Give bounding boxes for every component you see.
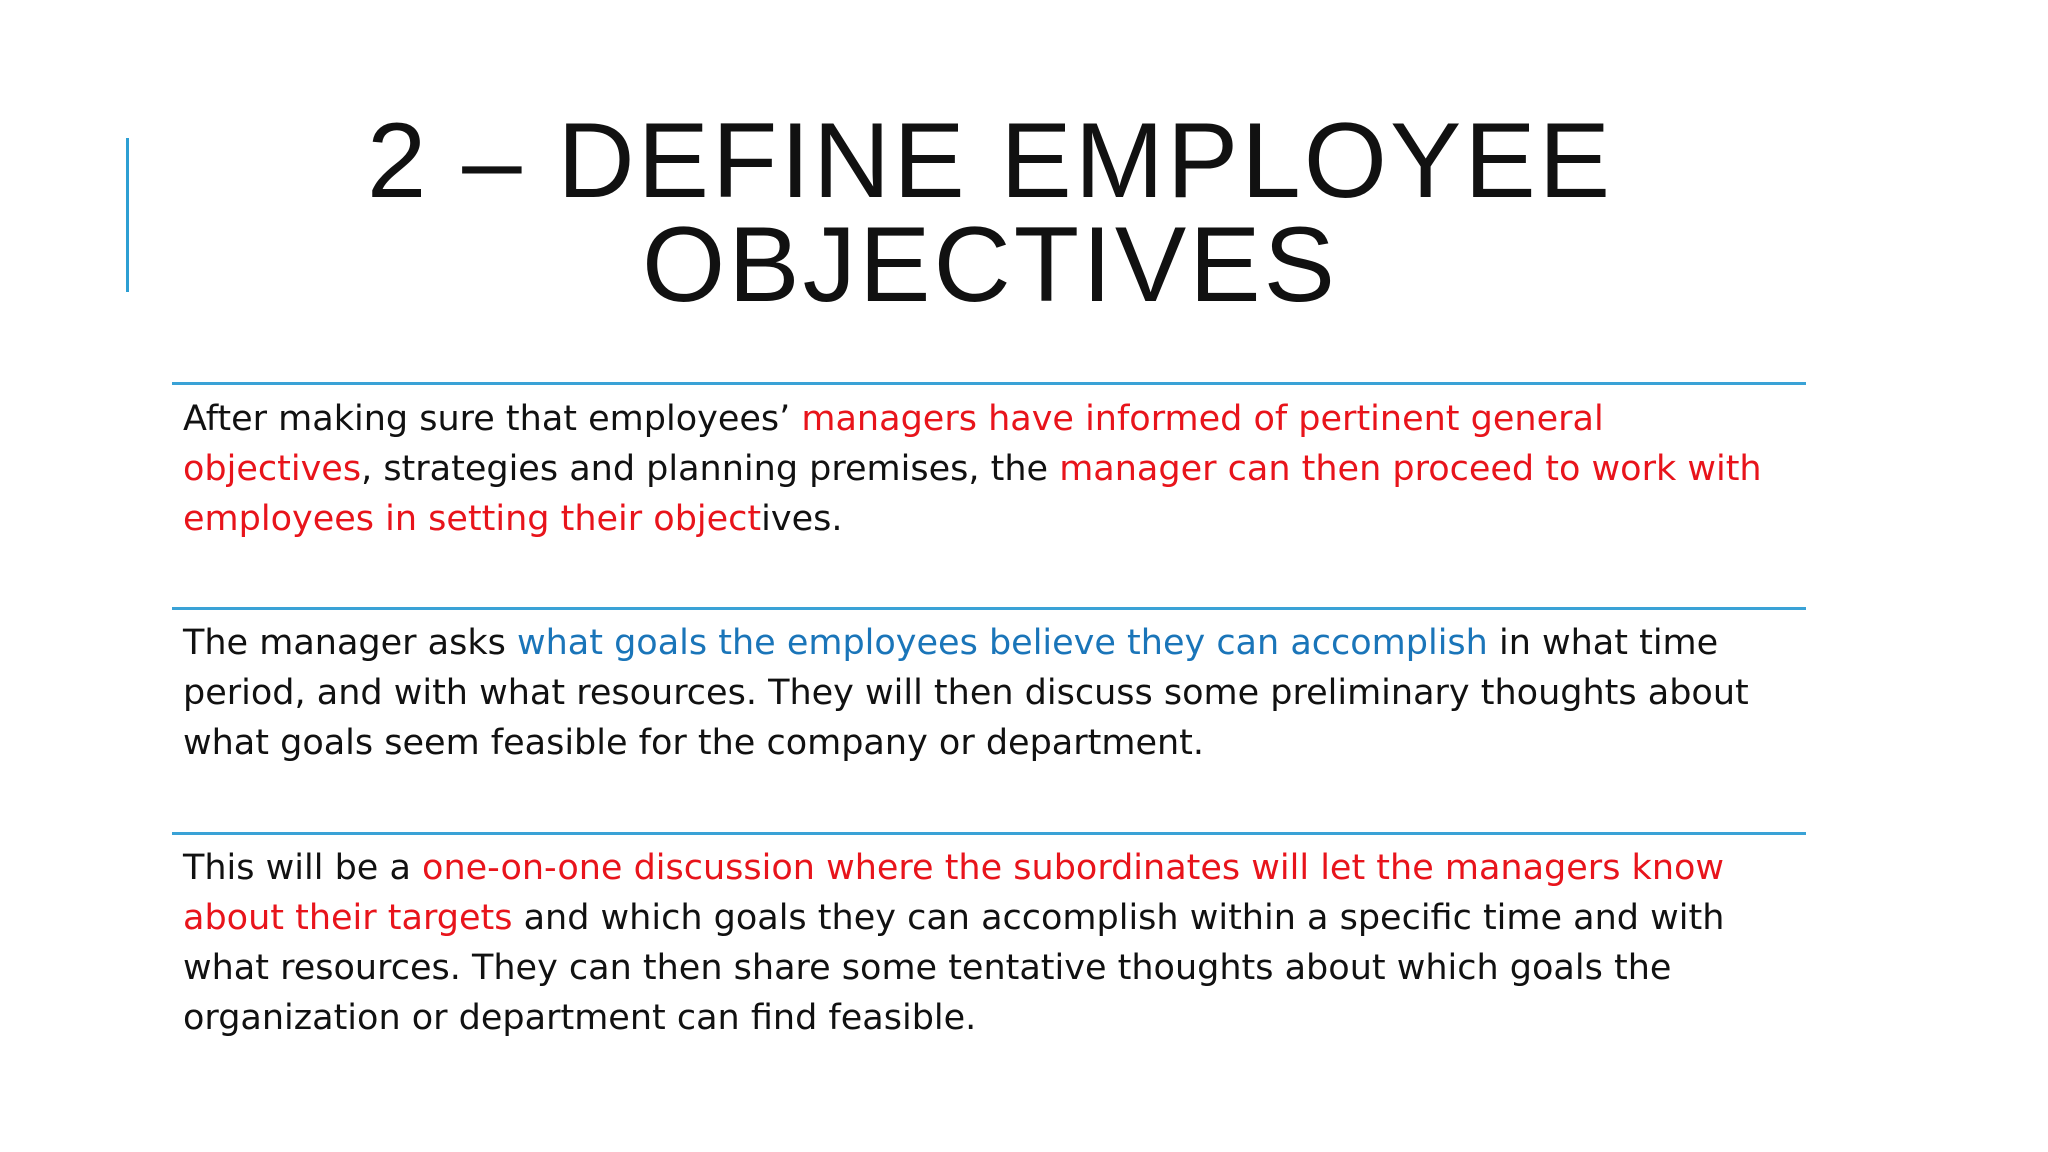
paragraph-3-text-1: This will be a	[183, 848, 423, 888]
paragraph-2-text-2: in what time period, and with what resources. They will then discuss some preliminary thoughts about what goals seem feasible for the company or department.	[183, 623, 1749, 763]
paragraph-1-text-1: After making sure that employees’	[183, 399, 802, 439]
paragraph-1-text-3: ives.	[761, 499, 843, 539]
paragraph-1-highlight-2: manager can then proceed to work with employees in setting their object	[183, 449, 1762, 539]
paragraph-2-text-1: The manager asks	[183, 623, 517, 663]
divider-3	[172, 832, 1806, 835]
slide-title	[180, 100, 1800, 324]
paragraph-1-highlight-1: managers have informed of pertinent general objectives	[183, 399, 1604, 489]
paragraph-2	[183, 618, 1803, 768]
divider-1	[172, 382, 1806, 385]
slide-title-line-1: 2 – DEFINE EMPLOYEE	[366, 100, 1614, 220]
paragraph-3	[183, 843, 1803, 1043]
paragraph-1	[183, 394, 1803, 544]
accent-bar	[126, 138, 129, 292]
paragraph-2-highlight-1: what goals the employees believe they can accomplish	[516, 623, 1488, 663]
paragraph-3-text-2: and which goals they can accomplish within a specific time and with what resources. They can then share some tentative thoughts about which goals the organization or department can find feasible.	[183, 898, 1725, 1038]
paragraph-1-text-2: , strategies and planning premises, the	[361, 449, 1060, 489]
divider-2	[172, 607, 1806, 610]
paragraph-3-highlight-1: one-on-one discussion where the subordinates will let the managers know about their targets	[183, 848, 1725, 938]
slide-title-line-2: OBJECTIVES	[642, 204, 1338, 324]
